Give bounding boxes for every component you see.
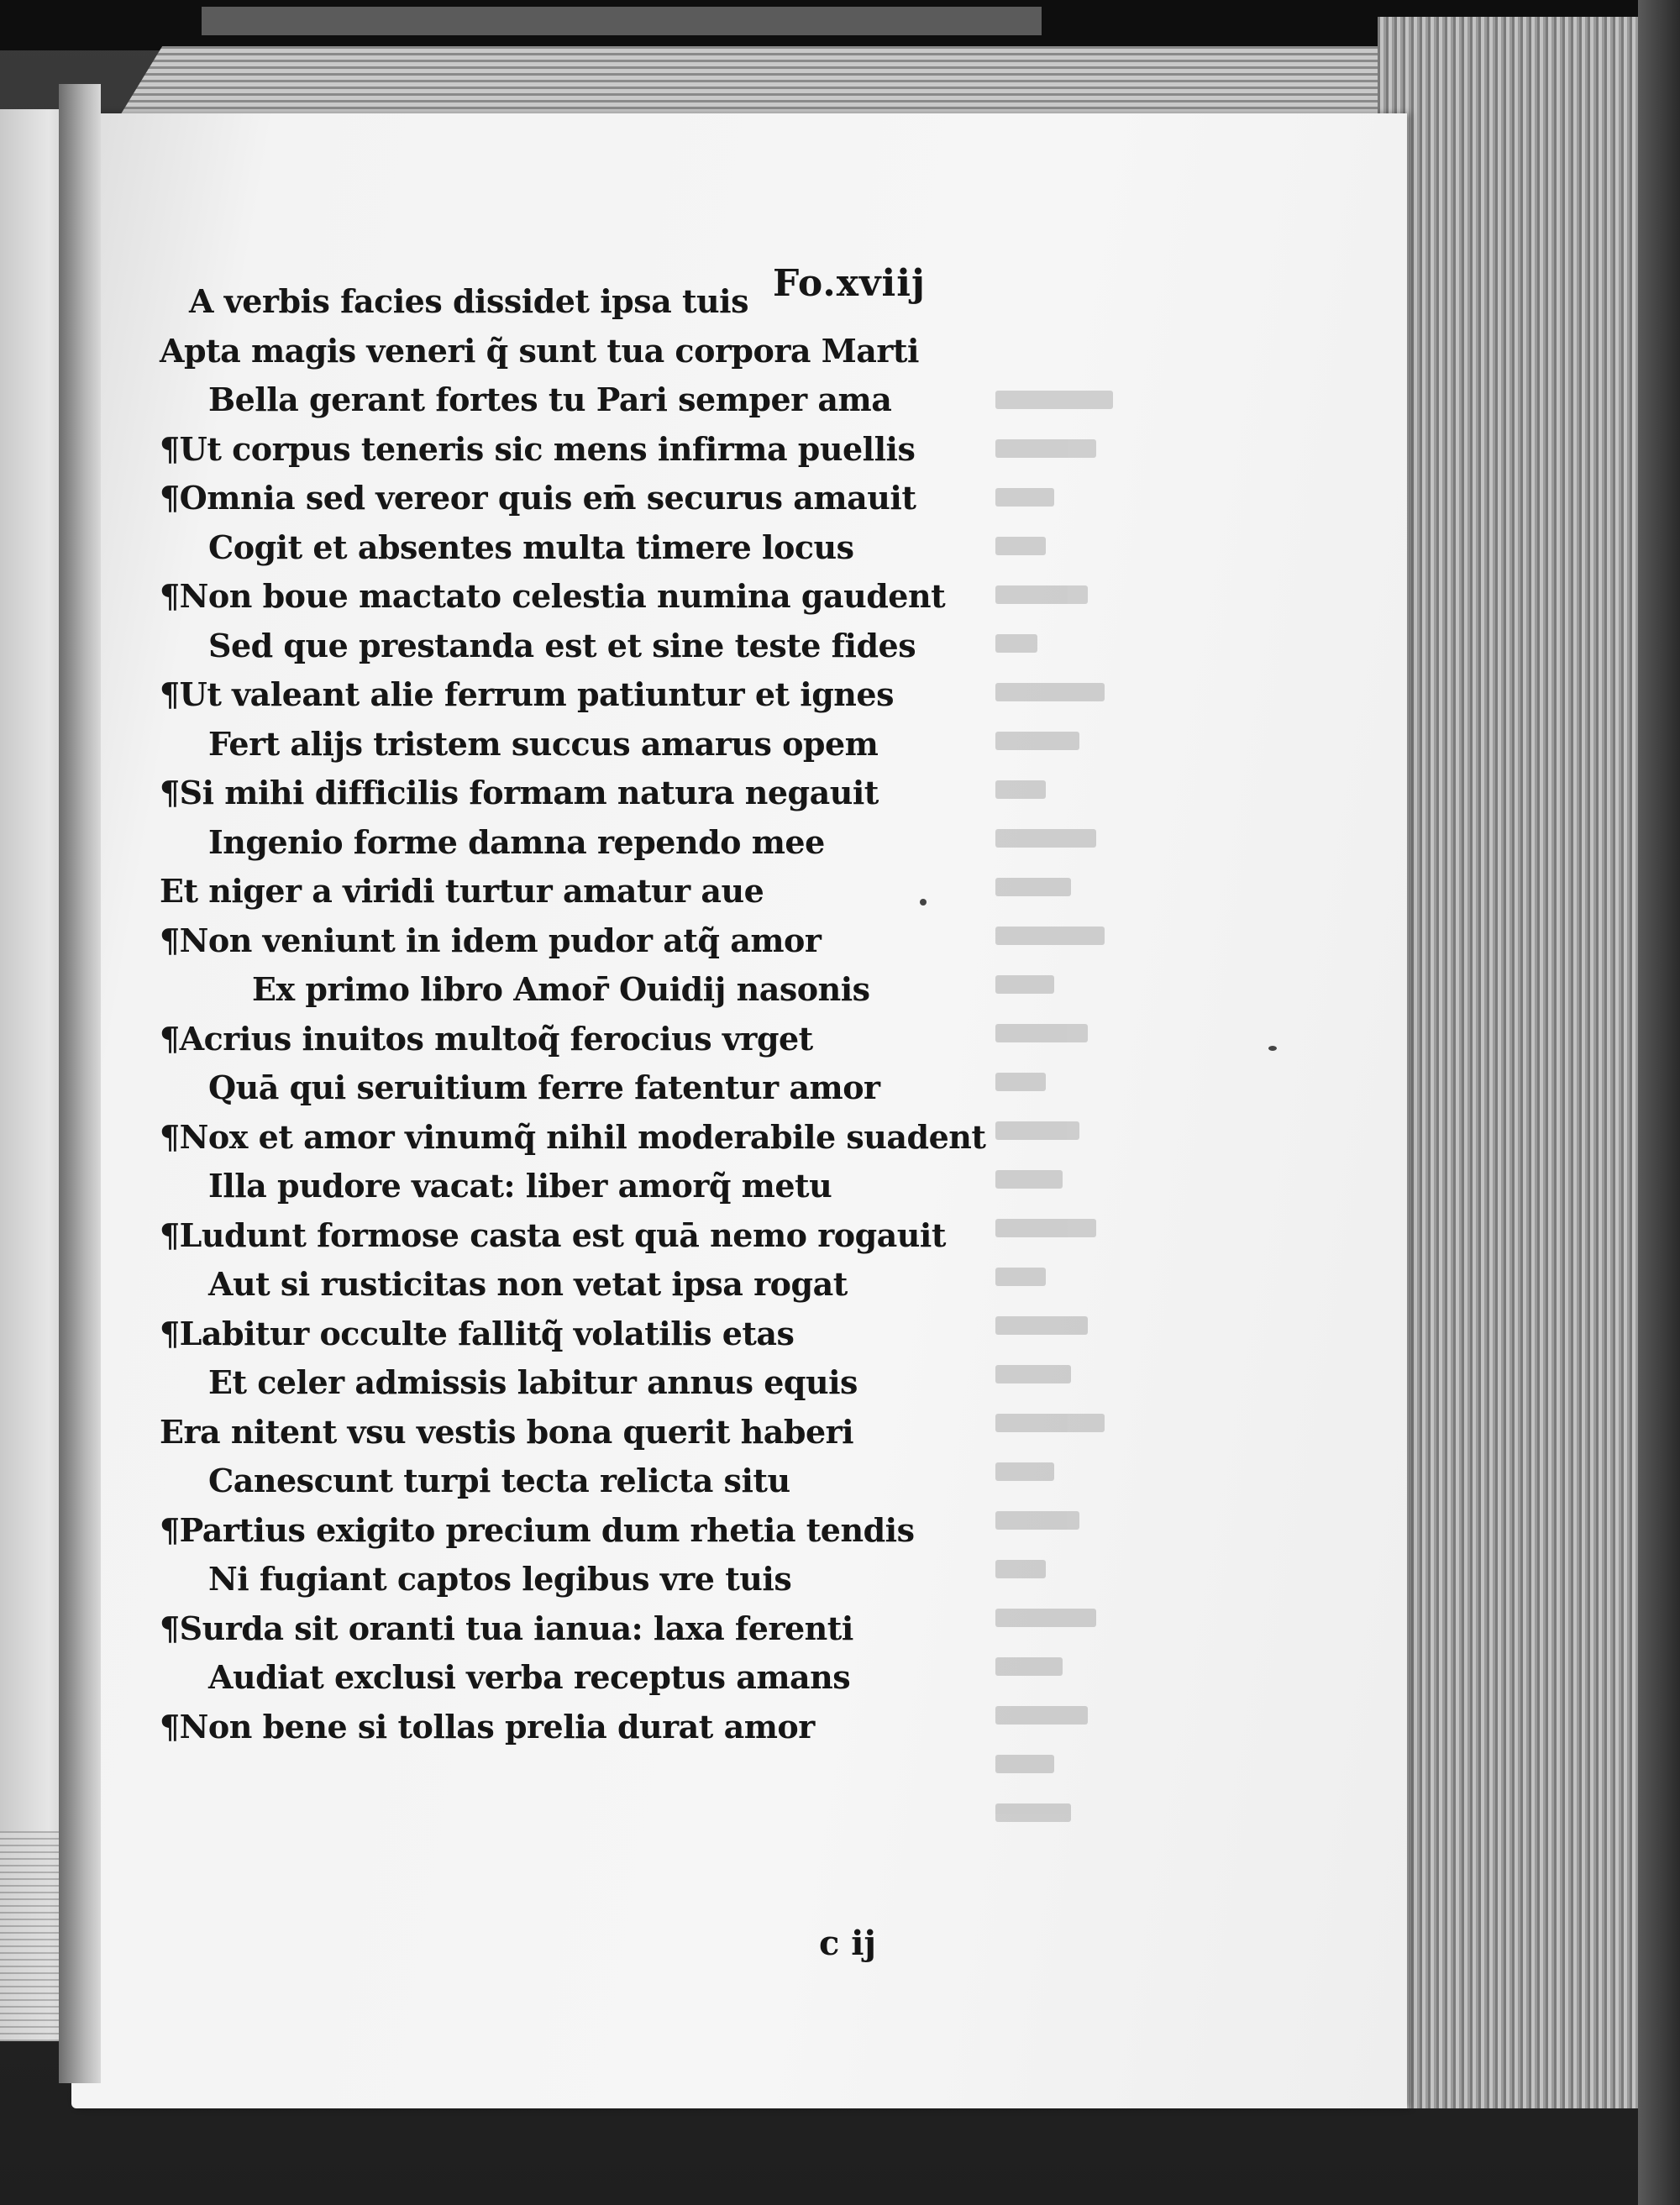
verse-line: Illa pudore vacat: liber amorq̃ metu bbox=[208, 1167, 832, 1205]
verse-line: A verbis facies dissidet ipsa tuis bbox=[189, 282, 748, 320]
verse-line: Fert alijs tristem succus amarus opem bbox=[208, 724, 879, 763]
verse-line: ¶Ut corpus teneris sic mens infirma puellis bbox=[160, 429, 916, 468]
book-top-edge bbox=[202, 7, 1042, 35]
ink-speck bbox=[1268, 1046, 1277, 1051]
verse-line: ¶Si mihi difficilis formam natura negauit bbox=[160, 774, 879, 811]
verse-line: ¶Omnia sed vereor quis em̄ securus amauit bbox=[160, 479, 916, 517]
book-cover-edge bbox=[1638, 0, 1680, 2205]
verse-line: Apta magis veneri q̃ sunt tua corpora Marti bbox=[160, 331, 919, 370]
ink-speck bbox=[920, 899, 927, 906]
verse-line: Ingenio forme damna rependo mee bbox=[208, 822, 825, 861]
verse-line: ¶Non boue mactato celestia numina gaudent bbox=[160, 577, 946, 615]
verse-line: ¶Surda sit oranti tua ianua: laxa ferenti bbox=[160, 1609, 853, 1647]
verse-line: Cogit et absentes multa timere locus bbox=[208, 528, 854, 566]
verse-line: ¶Non veniunt in idem pudor atq̃ amor bbox=[160, 921, 822, 959]
folio-number: Fo.xviij bbox=[773, 262, 926, 305]
verse-line: Et celer admissis labitur annus equis bbox=[208, 1363, 858, 1401]
verse-line: ¶Nox et amor vinumq̃ nihil moderabile suadent bbox=[160, 1117, 986, 1156]
verse-line: Aut si rusticitas non vetat ipsa rogat bbox=[208, 1265, 848, 1303]
verse-line: ¶Partius exigito precium dum rhetia tendis bbox=[160, 1510, 915, 1549]
page-block-fore-edge bbox=[1378, 17, 1638, 2108]
verse-line: Sed que prestanda est et sine teste fides bbox=[208, 626, 916, 664]
verse-line: ¶Ludunt formose casta est quā nemo rogauit bbox=[160, 1215, 946, 1254]
verse-line: Era nitent vsu vestis bona querit haberi bbox=[160, 1412, 854, 1451]
verse-line: Audiat exclusi verba receptus amans bbox=[208, 1658, 851, 1696]
book-gutter bbox=[59, 84, 101, 2083]
verse-line: Ni fugiant captos legibus vre tuis bbox=[208, 1560, 792, 1598]
signature-mark: c ij bbox=[819, 1924, 876, 1963]
verse-line: ¶Non bene si tollas prelia durat amor bbox=[160, 1707, 815, 1746]
verse-line: Canescunt turpi tecta relicta situ bbox=[208, 1462, 790, 1499]
verse-line: Et niger a viridi turtur amatur aue bbox=[160, 872, 764, 910]
verse-line: ¶Acrius inuitos multoq̃ ferocius vrget bbox=[160, 1019, 813, 1058]
verse-line: ¶Ut valeant alie ferrum patiuntur et ignes bbox=[160, 675, 895, 713]
verse-text-block bbox=[160, 277, 986, 1751]
show-through-text bbox=[995, 391, 1130, 2037]
verse-line: ¶Labitur occulte fallitq̃ volatilis etas bbox=[160, 1314, 795, 1352]
verse-line: Bella gerant fortes tu Pari semper ama bbox=[208, 381, 892, 418]
verse-line: Quā qui seruitium ferre fatentur amor bbox=[208, 1068, 880, 1106]
verse-line: Ex primo libro Amor̄ Ouidij nasonis bbox=[252, 970, 870, 1008]
